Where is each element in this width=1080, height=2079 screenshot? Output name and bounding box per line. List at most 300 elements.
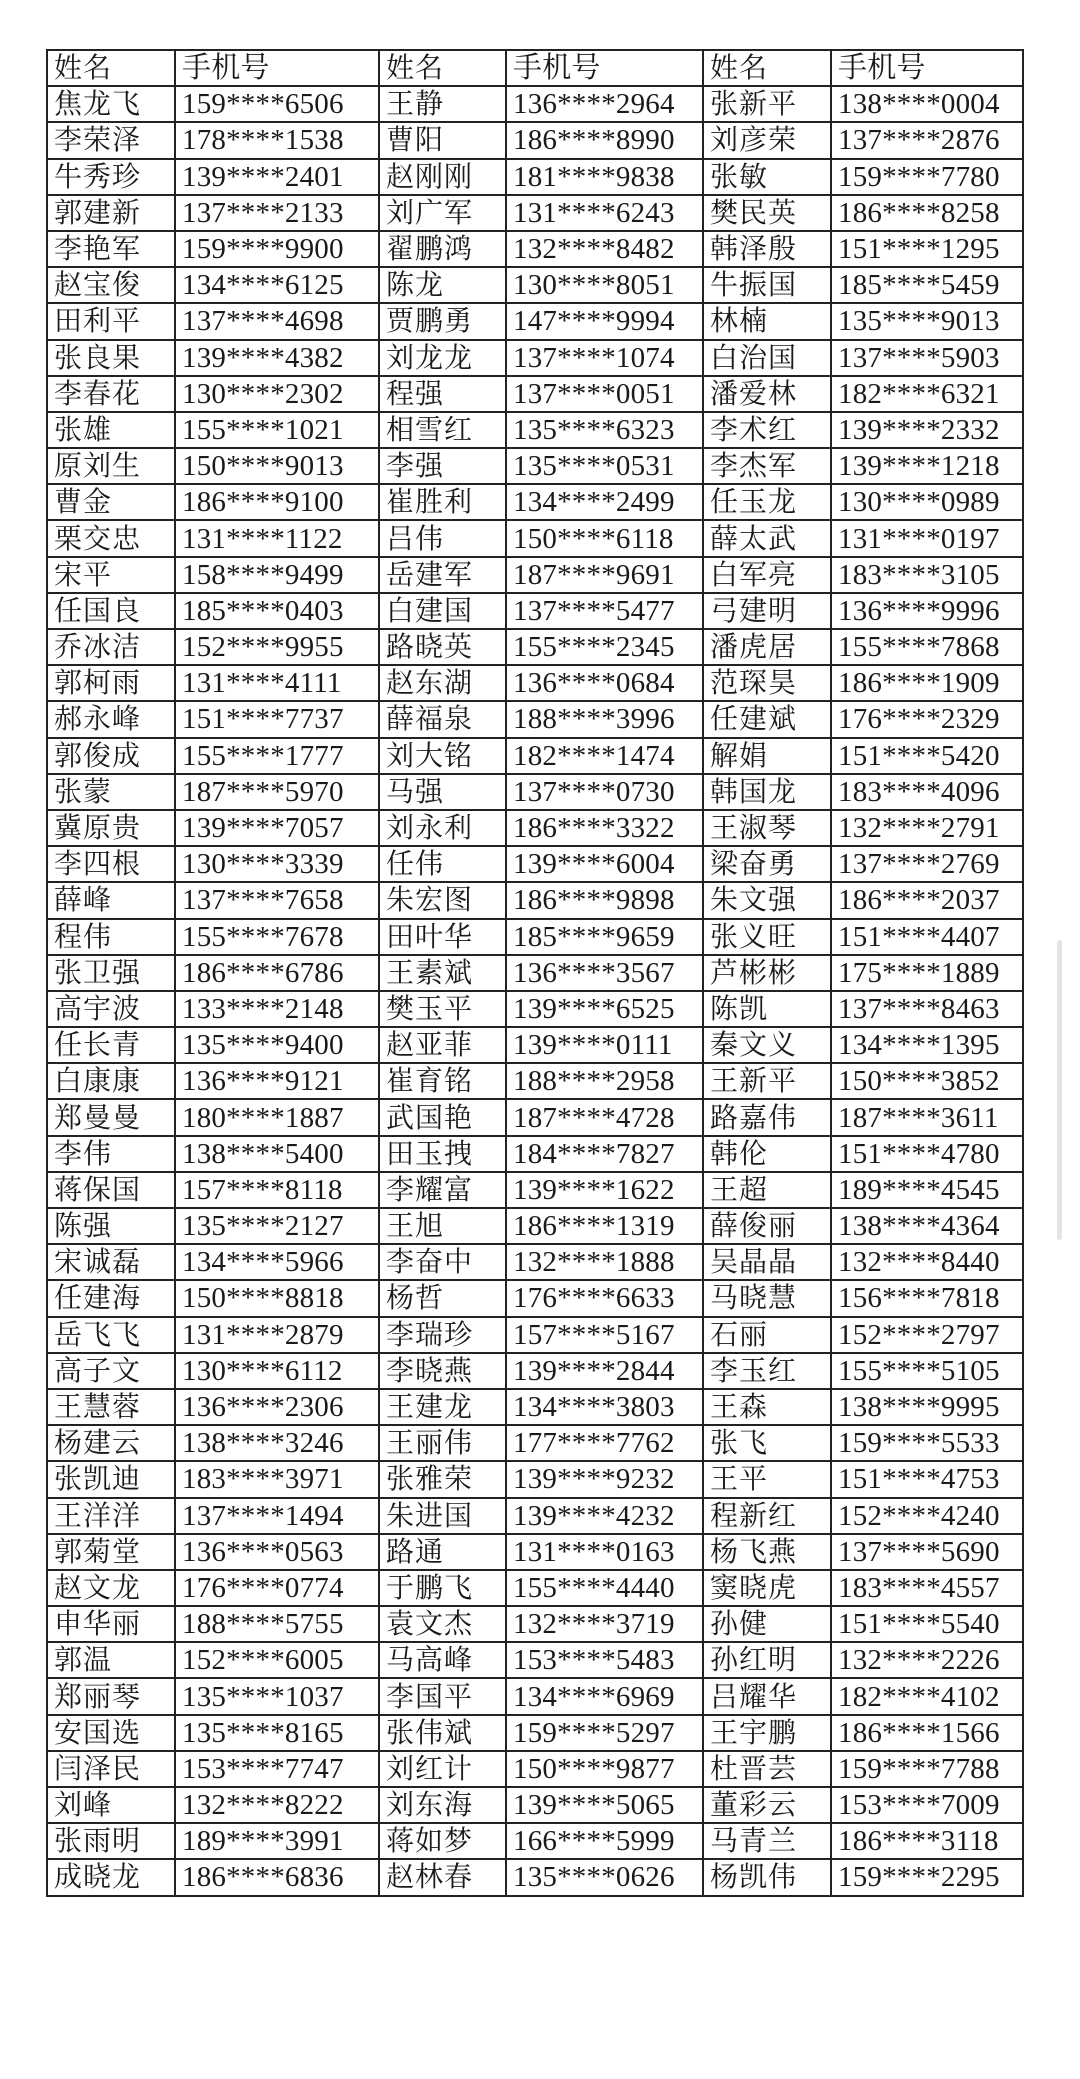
name-cell: 白建国 bbox=[379, 593, 506, 629]
name-cell: 王洋洋 bbox=[47, 1498, 175, 1534]
table-row bbox=[47, 738, 1023, 774]
table-row bbox=[47, 557, 1023, 593]
name-cell: 赵刚刚 bbox=[379, 159, 506, 195]
phone-cell: 151****5540 bbox=[831, 1606, 1023, 1642]
table-row bbox=[47, 1498, 1023, 1534]
table-row bbox=[47, 412, 1023, 448]
name-cell: 赵文龙 bbox=[47, 1570, 175, 1606]
name-cell: 郑丽琴 bbox=[47, 1678, 175, 1714]
phone-cell: 134****3803 bbox=[506, 1389, 703, 1425]
phone-cell: 155****7868 bbox=[831, 629, 1023, 665]
phone-cell: 137****2769 bbox=[831, 846, 1023, 882]
table-row bbox=[47, 122, 1023, 158]
name-cell: 吕耀华 bbox=[703, 1678, 831, 1714]
phone-cell: 139****6004 bbox=[506, 846, 703, 882]
name-cell: 田利平 bbox=[47, 303, 175, 339]
phone-cell: 155****1777 bbox=[175, 738, 379, 774]
table-row bbox=[47, 665, 1023, 701]
table-row bbox=[47, 267, 1023, 303]
table-row bbox=[47, 1823, 1023, 1859]
phone-cell: 187****4728 bbox=[506, 1099, 703, 1135]
name-cell: 朱文强 bbox=[703, 882, 831, 918]
name-cell: 郭俊成 bbox=[47, 738, 175, 774]
phone-cell: 187****9691 bbox=[506, 557, 703, 593]
phone-cell: 137****5477 bbox=[506, 593, 703, 629]
table-row bbox=[47, 448, 1023, 484]
phone-cell: 183****4096 bbox=[831, 774, 1023, 810]
name-cell: 李晓燕 bbox=[379, 1353, 506, 1389]
name-cell: 闫泽民 bbox=[47, 1751, 175, 1787]
name-cell: 樊玉平 bbox=[379, 991, 506, 1027]
table-row bbox=[47, 1136, 1023, 1172]
name-cell: 白军亮 bbox=[703, 557, 831, 593]
name-cell: 李伟 bbox=[47, 1136, 175, 1172]
name-cell: 曹阳 bbox=[379, 122, 506, 158]
phone-cell: 135****1037 bbox=[175, 1678, 379, 1714]
name-cell: 马高峰 bbox=[379, 1642, 506, 1678]
name-cell: 路晓英 bbox=[379, 629, 506, 665]
phone-cell: 151****4753 bbox=[831, 1461, 1023, 1497]
name-cell: 赵宝俊 bbox=[47, 267, 175, 303]
name-cell: 任建斌 bbox=[703, 701, 831, 737]
phone-cell: 130****3339 bbox=[175, 846, 379, 882]
name-cell: 王静 bbox=[379, 86, 506, 122]
phone-cell: 134****2499 bbox=[506, 484, 703, 520]
phone-cell: 159****2295 bbox=[831, 1859, 1023, 1895]
name-cell: 石丽 bbox=[703, 1317, 831, 1353]
name-cell: 安国选 bbox=[47, 1715, 175, 1751]
phone-cell: 136****2964 bbox=[506, 86, 703, 122]
name-cell: 张义旺 bbox=[703, 919, 831, 955]
name-cell: 于鹏飞 bbox=[379, 1570, 506, 1606]
phone-cell: 150****3852 bbox=[831, 1063, 1023, 1099]
phone-cell: 135****0531 bbox=[506, 448, 703, 484]
phone-cell: 136****0684 bbox=[506, 665, 703, 701]
phone-cell: 135****9013 bbox=[831, 303, 1023, 339]
phone-cell: 137****7658 bbox=[175, 882, 379, 918]
phone-cell: 159****9900 bbox=[175, 231, 379, 267]
scrollbar[interactable] bbox=[1057, 940, 1062, 1240]
phone-cell: 182****4102 bbox=[831, 1678, 1023, 1714]
phone-cell: 135****8165 bbox=[175, 1715, 379, 1751]
name-cell: 秦文义 bbox=[703, 1027, 831, 1063]
table-row bbox=[47, 1172, 1023, 1208]
table-row bbox=[47, 159, 1023, 195]
header-name: 姓名 bbox=[47, 50, 175, 86]
header-name: 姓名 bbox=[703, 50, 831, 86]
name-cell: 韩国龙 bbox=[703, 774, 831, 810]
name-cell: 程伟 bbox=[47, 919, 175, 955]
name-cell: 李强 bbox=[379, 448, 506, 484]
phone-cell: 157****8118 bbox=[175, 1172, 379, 1208]
name-cell: 申华丽 bbox=[47, 1606, 175, 1642]
name-cell: 王素斌 bbox=[379, 955, 506, 991]
name-cell: 岳飞飞 bbox=[47, 1317, 175, 1353]
phone-cell: 139****2401 bbox=[175, 159, 379, 195]
name-cell: 郭建新 bbox=[47, 195, 175, 231]
name-cell: 张卫强 bbox=[47, 955, 175, 991]
name-cell: 田玉拽 bbox=[379, 1136, 506, 1172]
phone-cell: 186****9898 bbox=[506, 882, 703, 918]
name-cell: 张良果 bbox=[47, 340, 175, 376]
phone-cell: 188****3996 bbox=[506, 701, 703, 737]
phone-cell: 152****2797 bbox=[831, 1317, 1023, 1353]
name-cell: 孙红明 bbox=[703, 1642, 831, 1678]
table-row bbox=[47, 1570, 1023, 1606]
header-phone: 手机号 bbox=[175, 50, 379, 86]
name-cell: 李奋中 bbox=[379, 1244, 506, 1280]
phone-cell: 151****1295 bbox=[831, 231, 1023, 267]
phone-cell: 183****4557 bbox=[831, 1570, 1023, 1606]
name-cell: 宋平 bbox=[47, 557, 175, 593]
name-cell: 薛福泉 bbox=[379, 701, 506, 737]
phone-cell: 176****0774 bbox=[175, 1570, 379, 1606]
name-cell: 王丽伟 bbox=[379, 1425, 506, 1461]
name-cell: 栗交忠 bbox=[47, 520, 175, 556]
header-name: 姓名 bbox=[379, 50, 506, 86]
phone-cell: 186****1566 bbox=[831, 1715, 1023, 1751]
name-cell: 陈龙 bbox=[379, 267, 506, 303]
phone-cell: 187****5970 bbox=[175, 774, 379, 810]
phone-cell: 186****1319 bbox=[506, 1208, 703, 1244]
phone-cell: 186****6786 bbox=[175, 955, 379, 991]
header-phone: 手机号 bbox=[831, 50, 1023, 86]
name-cell: 郭柯雨 bbox=[47, 665, 175, 701]
phone-cell: 187****3611 bbox=[831, 1099, 1023, 1135]
phone-cell: 138****3246 bbox=[175, 1425, 379, 1461]
phone-cell: 188****2958 bbox=[506, 1063, 703, 1099]
name-cell: 李耀富 bbox=[379, 1172, 506, 1208]
table-row bbox=[47, 1859, 1023, 1895]
name-cell: 刘彦荣 bbox=[703, 122, 831, 158]
table-row bbox=[47, 1099, 1023, 1135]
name-cell: 王超 bbox=[703, 1172, 831, 1208]
phone-cell: 156****7818 bbox=[831, 1280, 1023, 1316]
name-cell: 冀原贵 bbox=[47, 810, 175, 846]
name-cell: 李荣泽 bbox=[47, 122, 175, 158]
name-cell: 蒋保国 bbox=[47, 1172, 175, 1208]
phone-cell: 186****8258 bbox=[831, 195, 1023, 231]
name-cell: 程新红 bbox=[703, 1498, 831, 1534]
phone-cell: 150****8818 bbox=[175, 1280, 379, 1316]
name-cell: 董彩云 bbox=[703, 1787, 831, 1823]
table-row bbox=[47, 1461, 1023, 1497]
phone-cell: 134****5966 bbox=[175, 1244, 379, 1280]
name-cell: 窦晓虎 bbox=[703, 1570, 831, 1606]
header-phone: 手机号 bbox=[506, 50, 703, 86]
table-row bbox=[47, 86, 1023, 122]
name-cell: 刘红计 bbox=[379, 1751, 506, 1787]
phone-cell: 155****4440 bbox=[506, 1570, 703, 1606]
phone-cell: 139****2844 bbox=[506, 1353, 703, 1389]
phone-cell: 183****3105 bbox=[831, 557, 1023, 593]
phone-cell: 186****8990 bbox=[506, 122, 703, 158]
name-cell: 李杰军 bbox=[703, 448, 831, 484]
name-cell: 吕伟 bbox=[379, 520, 506, 556]
table-row bbox=[47, 303, 1023, 339]
name-cell: 薛俊丽 bbox=[703, 1208, 831, 1244]
name-cell: 王旭 bbox=[379, 1208, 506, 1244]
phone-cell: 137****5903 bbox=[831, 340, 1023, 376]
name-cell: 程强 bbox=[379, 376, 506, 412]
phone-cell: 186****1909 bbox=[831, 665, 1023, 701]
name-cell: 马强 bbox=[379, 774, 506, 810]
phone-cell: 180****1887 bbox=[175, 1099, 379, 1135]
name-cell: 王平 bbox=[703, 1461, 831, 1497]
phone-cell: 186****9100 bbox=[175, 484, 379, 520]
phone-cell: 139****4382 bbox=[175, 340, 379, 376]
name-cell: 陈强 bbox=[47, 1208, 175, 1244]
name-cell: 高子文 bbox=[47, 1353, 175, 1389]
phone-cell: 151****5420 bbox=[831, 738, 1023, 774]
name-cell: 高宇波 bbox=[47, 991, 175, 1027]
phone-cell: 130****0989 bbox=[831, 484, 1023, 520]
name-cell: 王宇鹏 bbox=[703, 1715, 831, 1751]
phone-cell: 136****2306 bbox=[175, 1389, 379, 1425]
table-row bbox=[47, 1425, 1023, 1461]
phone-cell: 131****0197 bbox=[831, 520, 1023, 556]
phone-cell: 155****2345 bbox=[506, 629, 703, 665]
phone-cell: 186****2037 bbox=[831, 882, 1023, 918]
name-cell: 张雄 bbox=[47, 412, 175, 448]
name-cell: 杨飞燕 bbox=[703, 1534, 831, 1570]
name-cell: 李玉红 bbox=[703, 1353, 831, 1389]
phone-cell: 181****9838 bbox=[506, 159, 703, 195]
phone-cell: 159****5297 bbox=[506, 1715, 703, 1751]
phone-cell: 139****6525 bbox=[506, 991, 703, 1027]
table-row bbox=[47, 701, 1023, 737]
name-cell: 张敏 bbox=[703, 159, 831, 195]
table-row bbox=[47, 1063, 1023, 1099]
name-cell: 薛峰 bbox=[47, 882, 175, 918]
table-row bbox=[47, 955, 1023, 991]
phone-cell: 138****9995 bbox=[831, 1389, 1023, 1425]
phone-cell: 185****9659 bbox=[506, 919, 703, 955]
phone-cell: 132****2791 bbox=[831, 810, 1023, 846]
phone-cell: 139****5065 bbox=[506, 1787, 703, 1823]
name-cell: 吴晶晶 bbox=[703, 1244, 831, 1280]
name-cell: 任伟 bbox=[379, 846, 506, 882]
name-cell: 韩泽殷 bbox=[703, 231, 831, 267]
phone-cell: 150****6118 bbox=[506, 520, 703, 556]
phone-cell: 131****2879 bbox=[175, 1317, 379, 1353]
phone-cell: 182****6321 bbox=[831, 376, 1023, 412]
name-cell: 朱宏图 bbox=[379, 882, 506, 918]
name-cell: 马青兰 bbox=[703, 1823, 831, 1859]
phone-cell: 189****3991 bbox=[175, 1823, 379, 1859]
table-row bbox=[47, 629, 1023, 665]
phone-cell: 185****0403 bbox=[175, 593, 379, 629]
name-cell: 王建龙 bbox=[379, 1389, 506, 1425]
phone-cell: 152****6005 bbox=[175, 1642, 379, 1678]
table-row bbox=[47, 1642, 1023, 1678]
phone-cell: 152****9955 bbox=[175, 629, 379, 665]
name-cell: 弓建明 bbox=[703, 593, 831, 629]
name-cell: 王淑琴 bbox=[703, 810, 831, 846]
phone-cell: 152****4240 bbox=[831, 1498, 1023, 1534]
name-cell: 任长青 bbox=[47, 1027, 175, 1063]
name-cell: 李四根 bbox=[47, 846, 175, 882]
name-cell: 张新平 bbox=[703, 86, 831, 122]
table-body bbox=[47, 86, 1023, 1895]
phone-cell: 157****5167 bbox=[506, 1317, 703, 1353]
name-cell: 杜晋芸 bbox=[703, 1751, 831, 1787]
phone-cell: 186****3322 bbox=[506, 810, 703, 846]
phone-cell: 130****2302 bbox=[175, 376, 379, 412]
phone-cell: 139****2332 bbox=[831, 412, 1023, 448]
table-row bbox=[47, 1280, 1023, 1316]
table-row bbox=[47, 1534, 1023, 1570]
name-cell: 王慧蓉 bbox=[47, 1389, 175, 1425]
table-row bbox=[47, 1678, 1023, 1714]
name-cell: 李国平 bbox=[379, 1678, 506, 1714]
name-cell: 王森 bbox=[703, 1389, 831, 1425]
phone-cell: 137****2876 bbox=[831, 122, 1023, 158]
phone-cell: 155****7678 bbox=[175, 919, 379, 955]
name-cell: 袁文杰 bbox=[379, 1606, 506, 1642]
table-row bbox=[47, 1715, 1023, 1751]
name-cell: 李术红 bbox=[703, 412, 831, 448]
phone-cell: 135****0626 bbox=[506, 1859, 703, 1895]
phone-cell: 158****9499 bbox=[175, 557, 379, 593]
phone-cell: 177****7762 bbox=[506, 1425, 703, 1461]
name-cell: 芦彬彬 bbox=[703, 955, 831, 991]
table-row bbox=[47, 1317, 1023, 1353]
phone-cell: 159****7780 bbox=[831, 159, 1023, 195]
name-cell: 任玉龙 bbox=[703, 484, 831, 520]
name-cell: 郭菊堂 bbox=[47, 1534, 175, 1570]
name-cell: 赵亚菲 bbox=[379, 1027, 506, 1063]
phone-cell: 178****1538 bbox=[175, 122, 379, 158]
name-cell: 薛太武 bbox=[703, 520, 831, 556]
name-cell: 张蒙 bbox=[47, 774, 175, 810]
name-cell: 李瑞珍 bbox=[379, 1317, 506, 1353]
name-cell: 解娟 bbox=[703, 738, 831, 774]
name-cell: 任建海 bbox=[47, 1280, 175, 1316]
phone-cell: 186****6836 bbox=[175, 1859, 379, 1895]
phone-cell: 136****9121 bbox=[175, 1063, 379, 1099]
name-cell: 相雪红 bbox=[379, 412, 506, 448]
phone-cell: 137****4698 bbox=[175, 303, 379, 339]
phone-cell: 131****0163 bbox=[506, 1534, 703, 1570]
phone-cell: 134****6125 bbox=[175, 267, 379, 303]
name-cell: 乔冰洁 bbox=[47, 629, 175, 665]
name-cell: 张雨明 bbox=[47, 1823, 175, 1859]
phone-cell: 131****4111 bbox=[175, 665, 379, 701]
name-cell: 任国良 bbox=[47, 593, 175, 629]
table-row bbox=[47, 810, 1023, 846]
header-row bbox=[47, 50, 1023, 86]
phone-cell: 137****1494 bbox=[175, 1498, 379, 1534]
table-row bbox=[47, 774, 1023, 810]
phone-cell: 147****9994 bbox=[506, 303, 703, 339]
phone-cell: 185****5459 bbox=[831, 267, 1023, 303]
table-row bbox=[47, 231, 1023, 267]
name-cell: 翟鹏鸿 bbox=[379, 231, 506, 267]
name-cell: 樊民英 bbox=[703, 195, 831, 231]
phone-cell: 175****1889 bbox=[831, 955, 1023, 991]
phone-cell: 153****7009 bbox=[831, 1787, 1023, 1823]
phone-cell: 131****1122 bbox=[175, 520, 379, 556]
phone-cell: 136****0563 bbox=[175, 1534, 379, 1570]
phone-cell: 151****7737 bbox=[175, 701, 379, 737]
phone-cell: 139****0111 bbox=[506, 1027, 703, 1063]
phone-cell: 151****4780 bbox=[831, 1136, 1023, 1172]
name-cell: 蒋如梦 bbox=[379, 1823, 506, 1859]
table-row bbox=[47, 1787, 1023, 1823]
phone-cell: 132****1888 bbox=[506, 1244, 703, 1280]
phone-cell: 155****5105 bbox=[831, 1353, 1023, 1389]
phone-cell: 137****5690 bbox=[831, 1534, 1023, 1570]
name-cell: 牛振国 bbox=[703, 267, 831, 303]
name-cell: 王新平 bbox=[703, 1063, 831, 1099]
name-cell: 曹金 bbox=[47, 484, 175, 520]
phone-cell: 132****3719 bbox=[506, 1606, 703, 1642]
name-cell: 武国艳 bbox=[379, 1099, 506, 1135]
phone-cell: 153****5483 bbox=[506, 1642, 703, 1678]
name-cell: 刘龙龙 bbox=[379, 340, 506, 376]
phone-cell: 153****7747 bbox=[175, 1751, 379, 1787]
phone-cell: 183****3971 bbox=[175, 1461, 379, 1497]
phone-cell: 182****1474 bbox=[506, 738, 703, 774]
name-cell: 李春花 bbox=[47, 376, 175, 412]
phone-cell: 150****9013 bbox=[175, 448, 379, 484]
phone-cell: 186****3118 bbox=[831, 1823, 1023, 1859]
name-cell: 梁奋勇 bbox=[703, 846, 831, 882]
name-cell: 刘东海 bbox=[379, 1787, 506, 1823]
phone-cell: 184****7827 bbox=[506, 1136, 703, 1172]
name-cell: 白康康 bbox=[47, 1063, 175, 1099]
name-cell: 潘爱林 bbox=[703, 376, 831, 412]
name-cell: 马晓慧 bbox=[703, 1280, 831, 1316]
name-cell: 郭温 bbox=[47, 1642, 175, 1678]
name-cell: 张雅荣 bbox=[379, 1461, 506, 1497]
name-cell: 牛秀珍 bbox=[47, 159, 175, 195]
phone-cell: 132****8482 bbox=[506, 231, 703, 267]
name-cell: 张伟斌 bbox=[379, 1715, 506, 1751]
name-cell: 崔胜利 bbox=[379, 484, 506, 520]
name-cell: 杨哲 bbox=[379, 1280, 506, 1316]
phone-cell: 136****3567 bbox=[506, 955, 703, 991]
name-cell: 贾鹏勇 bbox=[379, 303, 506, 339]
table-row bbox=[47, 1389, 1023, 1425]
name-cell: 田叶华 bbox=[379, 919, 506, 955]
phone-cell: 138****5400 bbox=[175, 1136, 379, 1172]
contact-list-table bbox=[46, 49, 1024, 1897]
name-cell: 原刘生 bbox=[47, 448, 175, 484]
phone-cell: 130****8051 bbox=[506, 267, 703, 303]
name-cell: 焦龙飞 bbox=[47, 86, 175, 122]
table-row bbox=[47, 1027, 1023, 1063]
name-cell: 岳建军 bbox=[379, 557, 506, 593]
phone-cell: 159****5533 bbox=[831, 1425, 1023, 1461]
table-row bbox=[47, 1208, 1023, 1244]
phone-cell: 138****4364 bbox=[831, 1208, 1023, 1244]
name-cell: 刘永利 bbox=[379, 810, 506, 846]
name-cell: 郑曼曼 bbox=[47, 1099, 175, 1135]
phone-cell: 155****1021 bbox=[175, 412, 379, 448]
phone-cell: 139****7057 bbox=[175, 810, 379, 846]
name-cell: 孙健 bbox=[703, 1606, 831, 1642]
phone-cell: 159****6506 bbox=[175, 86, 379, 122]
phone-cell: 137****0730 bbox=[506, 774, 703, 810]
name-cell: 路通 bbox=[379, 1534, 506, 1570]
name-cell: 张凯迪 bbox=[47, 1461, 175, 1497]
phone-cell: 139****1622 bbox=[506, 1172, 703, 1208]
phone-cell: 134****1395 bbox=[831, 1027, 1023, 1063]
name-cell: 杨建云 bbox=[47, 1425, 175, 1461]
phone-cell: 139****9232 bbox=[506, 1461, 703, 1497]
